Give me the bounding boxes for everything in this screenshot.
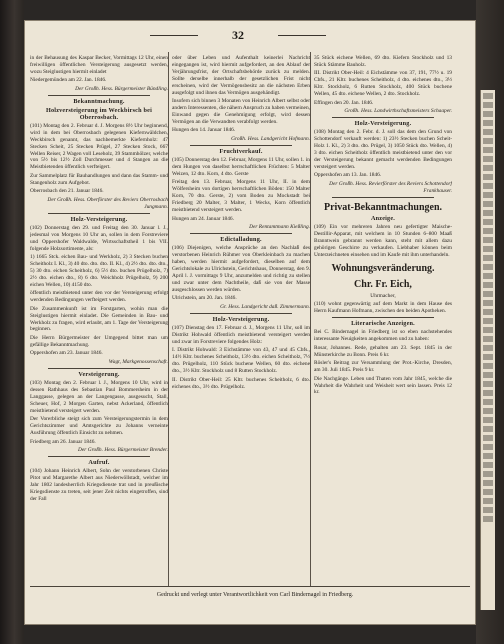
- book-gutter: [0, 0, 24, 644]
- printer-imprint: Gedruckt und verlegt unter Verantwortlichkeit von Carl Bindernagel in Friedberg.: [156, 592, 354, 598]
- adjacent-page-edge: [476, 0, 504, 644]
- separator-rule: [48, 213, 150, 214]
- footer-rule: [30, 586, 470, 587]
- notice-paragraph: Insofern sich binnen 3 Monaten von Heinrich Albert selbst oder andern Interessenten, die nähern Anspruch zu haben vermeinen, Einwand gegen die Genehmigung erfolgt, wird dessen Vermögen an die Verwandten verabfolgt werden.: [172, 98, 310, 125]
- notice-paragraph: Bei C. Bindernagel in Friedberg ist so eben nachstehendes interessante Neuigkeiten angekommen und zu haben:: [314, 329, 452, 343]
- signature-line: Der Großh. Hess. Bürgermeister Brender.: [78, 447, 168, 454]
- separator-rule: [190, 145, 292, 146]
- section-heading: Holz-Versteigerung.: [212, 315, 270, 323]
- notice-paragraph: I. Distrikt Hohwald: 3 Eichstämme von 43, 47 und 45 Cbfs., 14½ Kltr. buchenes Scheitholz, 13½ dto. eichen Scheitholz, 7½ dto. Prügelholz, 110 Stück buchene Wellen, 60 dto. eichene dto., 3½ Kltr. Stockholz und 8 Rutten Stockholz.: [172, 347, 310, 375]
- notice-paragraph: (108) Montag den 2. Febr. d. J. soll das dem den Grund von Schottendorf verkauft werden: 1) 23½ Stecken buchen Scheit-Holz 1. Kl., 2) 3 dto. dto. Prügel, 3) 1050 Stück dto. Wellen, 4) 3 dto. eichen Scheitholz öffentlich meistbietend unter den vor der Versteigerung bekannt gemacht werdenden Bedingungen versteigert werden.: [314, 129, 452, 170]
- notice-paragraph: (102) Donnerstag den 29. und Freitag den 30. Januar l. J., jedesmal von Morgens 10 Uhr an, sollen in dem Forstreviere und Oppershofer Waldwalde, Wirtsschaftstheil 1 bis VII. folgende Holzsortimente, als:: [30, 225, 168, 252]
- notice-paragraph: (107) Dienstag den 17. Februar d. J., Morgens 11 Uhr, soll im Distrikt Hohwald öffentlich meistbietend versteigert werden und zwar im Forstreviere folgendes Holz:: [172, 325, 310, 345]
- notice-paragraph: Die Nachgänge. Leben und Thaten vom Jahr 1845, welche die Wahrheit die Wahrheit und Weisheit wert sein lassen. Preis 12 kr.: [314, 375, 452, 396]
- section-heading: Holzversteigerung im Weckbirsch bei Oberrosbach.: [45, 106, 153, 121]
- signature-line: Gr. Hess. Landgericht daß. Zimmermann.: [220, 303, 310, 310]
- notice-paragraph: (110) wohnt gegenwärtig auf dem Markt in dem Hause des Herrn Kaufmann Hofmann, zwischen den beiden Apotheken.: [314, 301, 452, 315]
- centered-line: Uhrmacher,: [370, 292, 396, 299]
- column-divider: [310, 52, 311, 587]
- large-heading: Chr. Fr. Eich,: [354, 278, 412, 290]
- section-heading: Holz-Versteigerung.: [354, 120, 412, 128]
- section-heading: Edictalladung.: [220, 235, 262, 243]
- notice-paragraph: Oberrosbach den 21. Januar 1846.: [30, 188, 104, 195]
- notice-paragraph: Oppershofen am 23. Januar 1846.: [30, 350, 103, 357]
- separator-rule: [48, 456, 150, 457]
- separator-rule: [48, 368, 150, 369]
- notice-paragraph: Die Zusammenkunft ist im Forstgarten, wohin man die Steiglustigen hiermit einladet. Die Gemeinden in Bau- und Werkholz zu fragen, wird erlaubt, am 1. Tage der Versteigerung beginnen.: [30, 305, 168, 333]
- notice-paragraph: (105) Donnerstag den 12. Februar, Morgens 11 Uhr, sollen 1. in dem Hungen von daselbst herrschaftlichen Früchten: 5 Malter Weizen, 12 dto. Korn, 4 dto. Gerste: [172, 157, 310, 177]
- signature-line: Der Großh. Hess. Revierförster des Reviers Schottendorf Frankhauser.: [329, 180, 452, 194]
- notice-paragraph: Zur Sammelplatz für Bauhandlungen und dann das Stamm- und Stangenholz zum Aufgebot.: [30, 172, 168, 186]
- notice-paragraph: Niedergemünden am 22. Jan. 1846.: [30, 77, 107, 84]
- column-divider: [168, 52, 169, 587]
- section-heading: Versteigerung.: [78, 370, 120, 378]
- notice-paragraph: 35 Stück eichene Wellen, 69 dto. Kiefern Stockholz und 13 Stück Stämme Bauholz.: [314, 55, 452, 68]
- notice-paragraph: öffentlich meistbietend unter den vor der Versteigerung erfolgt werdenden Bedingungen verfteigert werden.: [30, 290, 168, 304]
- large-heading: Wohnungsveränderung.: [331, 262, 435, 274]
- signature-line: Der Rentamtmann Kießling.: [249, 224, 310, 230]
- section-heading: Literarische Anzeigen.: [351, 320, 415, 328]
- column-2: [172, 55, 310, 585]
- notice-paragraph: Der Vorerbliche steigt sich zum Versteigerungstermin in dem Gerichtszimmer und Amtsgerichte zu Johanns verneinte Ausführung öffentlich Einsicht zu nehmen.: [30, 416, 168, 437]
- separator-rule: [332, 317, 434, 318]
- notice-paragraph: Hungen am 24. Januar 1846.: [172, 215, 234, 222]
- notice-paragraph: (104) Johann Heinrich Albert, Sohn der verstorbenen Christe Pitot und Margarethe Albert aus Niederwöllstadt, welcher im Jahr 1802 landesherrlich Kriegsdienste trat und in preußische Kriegsdienste zu treten, seit jener Zeit nichts eingetroffen, sind der Fall: [30, 468, 168, 503]
- signature-line: Wagt, Markgenossenschaft.: [108, 358, 168, 365]
- header-rule-right: [278, 35, 326, 36]
- notice-paragraph: Hungen den 14. Januar 1846.: [172, 127, 236, 134]
- section-heading: Aufruf.: [88, 459, 110, 467]
- notice-paragraph: (101) Montag den 2. Februar d. J. Morgens 8½ Uhr beginnend, wird in dem bei Oberrosbach gelegenen Kiefernwäldchen, Weckbirsch genannt, das nachbemerkte Kiefernholz: 47 Stecken Scheit, 25 Stecken Prügel, 27 Stecken Stock, 667 Wellen Reiser, 2 Wagen voll Leseholz, 39 Stammhölzer, welche von 5½ bis 12½ Zoll Durchmesser und 4 Stangen an die Meistbietenden öffentlich verfteigert.: [30, 122, 168, 171]
- notice-paragraph: oder über Leben und Aufenthalt keinerlei Nachricht eingegangen ist, wird hiermit aufgefordert, an den Ablauf der Verjährungsfrist, der Ortschaftsbehörde zurück zu melden. Sollte derselbe innerhalb der gesetzlichen Frist nicht erscheinen, wird der Vermögensbesitz an die nächsten Erben ausgefolgt und ihnen das Vermögen ausgehändigt.: [172, 55, 310, 96]
- separator-rule: [332, 117, 434, 118]
- separator-rule: [48, 95, 150, 96]
- section-heading: Bekanntmachung.: [73, 97, 125, 105]
- notice-paragraph: II. Distrikt Ober-Heil: 25 Kltr. buchenes Scheitholz, 6 dto. eichenes dto., 3½ dto. Prügelholz.: [172, 376, 310, 390]
- separator-rule: [332, 197, 434, 198]
- notice-paragraph: in der Behausung des Kaspar Becker, Vormittags 12 Uhr, einen freiwilligen öffentlichen Versteigerung ausgesetzt werden, wozu Steiglustigen hiermit einladet: [30, 55, 168, 75]
- notice-paragraph: (103) Montag den 2. Februar l. J., Morgens 10 Uhr, wird in dessen Rathhaus des Sebastian Paul Bommersheim in der Langgasse, gelegen an der Langengasse, ausgesucht, Stall, Scheuer, Hof, 2 Morgen Garten, nebst Ackerland, öffentlich meistbietend versteigert werden.: [30, 380, 168, 414]
- section-heading: Anzeige.: [370, 214, 396, 222]
- section-heading: Holz-Versteigerung.: [70, 215, 128, 223]
- page-number: 32: [232, 28, 244, 42]
- signature-line: Großh. Hess. Landgericht Hofmann.: [231, 135, 310, 142]
- notice-paragraph: (109) Ein vor mehreren Jahren neu gefertigter Maische-Destillir-Apparat, mit welchem in 10 Stunden 6–800 Maaß Branntwein gebrannt werden kann, steht mit allem dazu gehörigen Geschirre zu verkaufen. Liebhaber können beim Unterzeichneten einsehen und im Kaufe mit ihm unterhandeln.: [314, 224, 452, 258]
- notice-paragraph: Freitag den 13. Februar, Morgens 11 Uhr, II. in dem Wölfersheim von dortigen herrschaftlichen Böden: 150 Malter Korn, 70 dto. Gerste, 2) vom Boden zu Mockstadt bei Friedberg 20 Malter, 3 Malter, 1 Wecks, Korn öffentlich meistbietend versteigert werden.: [172, 179, 310, 213]
- separator-rule: [190, 233, 292, 234]
- notice-paragraph: III. Distrikt Ober-Heil: 4 Eichstämme von 37, 191, 77½ u. 19 Cbfs., 21 Kltr. buchenes Scheitholz, 4 dto. eichenes dto., 3½ Kltr. Stockholz, 6 Rutten Stockholz, 400 Stück buchene Wellen, 45 dto. eichene Wellen, 2 dto. Stockholz.: [314, 70, 452, 98]
- notice-paragraph: Friedberg am 26. Januar 1846.: [30, 438, 96, 445]
- separator-rule: [190, 313, 292, 314]
- signature-line: Der Großh. Hess. Bürgermeister Bündling.: [75, 85, 168, 92]
- section-heading: Fruchtverkauf.: [219, 147, 263, 155]
- signature-line: Großh. Hess. Landwirthschaftsmeisters Schaaper.: [344, 108, 452, 115]
- notice-paragraph: Rosar, Johannes. Rede, gehalten am 23. Sept. 1845 in der Münsterkirche zu Bonn. Preis 6 kr.: [314, 344, 452, 358]
- large-heading: Privat-Bekanntmachungen.: [323, 201, 443, 213]
- notice-paragraph: Ulrichstein, am 20. Jan. 1846.: [172, 295, 237, 302]
- notice-paragraph: Effingen den 20. Jan. 1846.: [314, 99, 374, 106]
- signature-line: Der Großh. Hess. Oberförster des Reviers Oberrosbach Jungmann.: [47, 196, 168, 210]
- adjacent-page-strip: [480, 90, 495, 610]
- notice-paragraph: (106) Diejenigen, welche Ansprüche an den Nachlaß des verstorbenen Heinrich Rühmer von Oberkleinbach zu machen haben, werden hiermit aufgefordert, dieselben auf dem Gerichtslokale zu Ulrichstein, Gerichtshaus, Donnerstag, den 9. April l. J. vormittags 9 Uhr, anzumelden und richtig zu stellen und zwar unter dem Nachtheile, daß sie von der Masse ausgeschlossen werden würden.: [172, 245, 310, 293]
- notice-paragraph: Oppershofen am 13. Jan. 1846.: [314, 172, 382, 179]
- column-1: [30, 55, 168, 585]
- column-3: [314, 55, 452, 585]
- notice-paragraph: Die Herrn Bürgermeister der Umgegend bittet man um gefällige Bekanntmachung.: [30, 334, 168, 348]
- notice-paragraph: 1) 1665 Stck. eichen Bau- und Werkholz, 2) 3 Stecken buchen Scheitholz I. Kl., 3) 40 dto. dto. dto. II. Kl., 4) 2½ dto. dto. dto., 5) 30 dto. eichen Scheitholz, 6) 5½ dto. buchen Prügelholz, 7) 2½ dto. eichen dto., 8) 6 dto. Weichholz Prügelholz, 9) 200 eichen Wellen, 10) 4150 dto.: [30, 254, 168, 288]
- header-rule-left: [150, 35, 198, 36]
- notice-paragraph: Rösler's Beitrag zur Versammlung der Prot.-Kirche, Dresden, am 30. Juli 1845. Preis 9 kr.: [314, 360, 452, 374]
